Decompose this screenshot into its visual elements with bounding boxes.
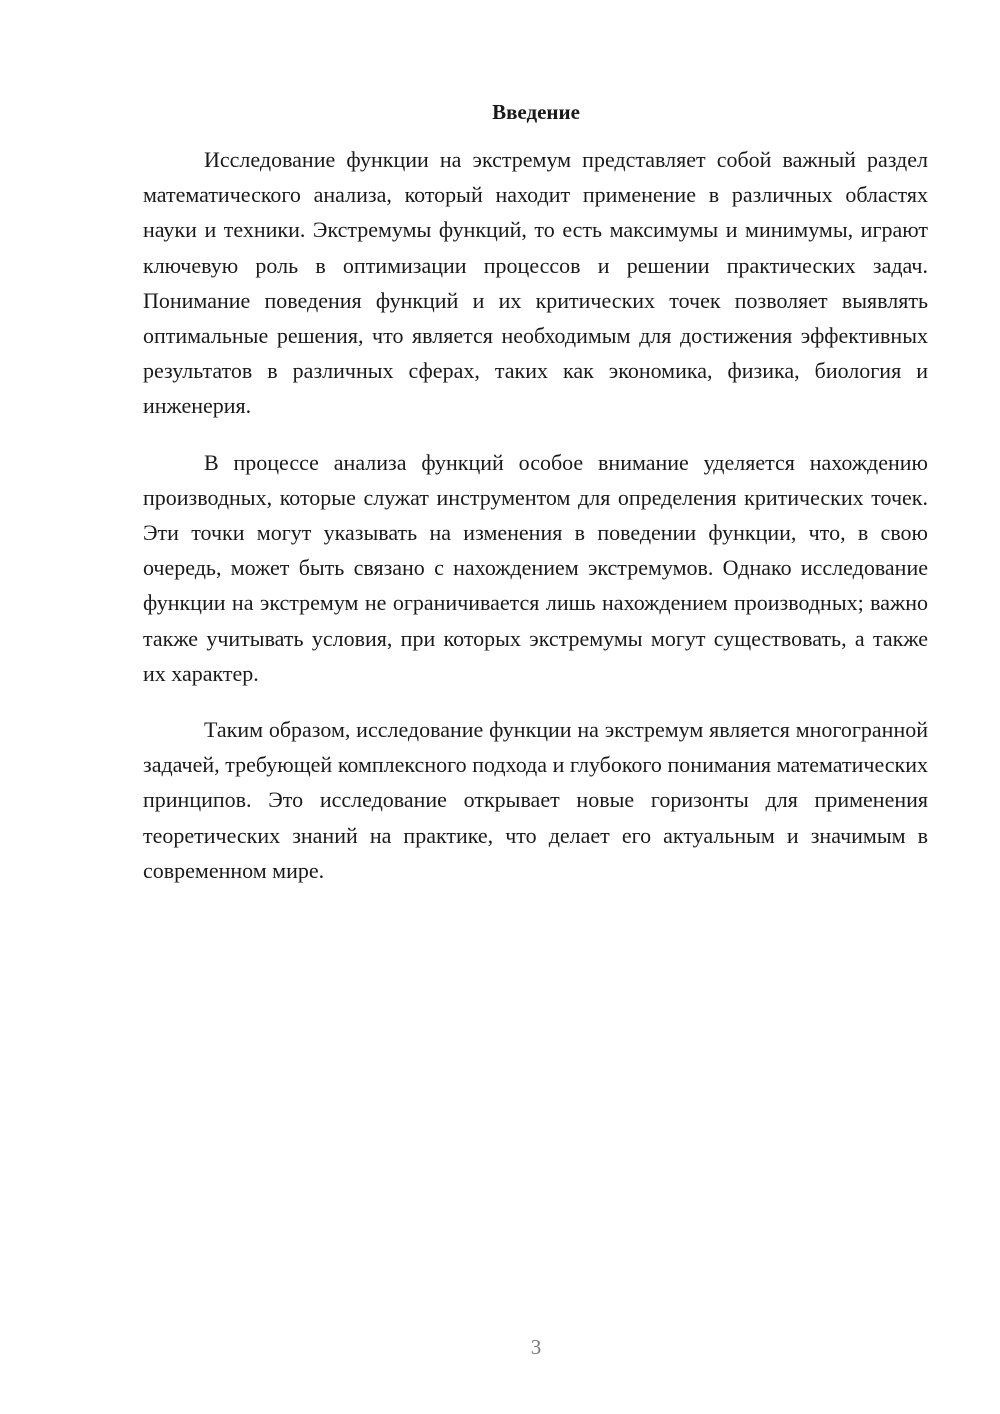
body-text	[143, 142, 928, 909]
paragraph: В процессе анализа функций особое внимание уделяется нахождению производных, которые служат инструментом для определения критических точек. Эти точки могут указывать на изменения в поведении функции, что, в свою очередь, может быть связано с нахождением экстремумов. Однако исследование функции на экстремум не ограничивается лишь нахождением производных; важно также учитывать условия, при которых экстремумы могут существовать, а также их характер.	[143, 449, 928, 686]
paragraph: Таким образом, исследование функции на экстремум является многогранной задачей, требующей комплексного подхода и глубокого понимания математических принципов. Это исследование открывает новые горизонты для применения теоретических знаний на практике, что делает его актуальным и значимым в современном мире.	[143, 717, 928, 883]
paragraph: Исследование функции на экстремум представляет собой важный раздел математического анализа, который находит применение в различных областях науки и техники. Экстремумы функций, то есть максимумы и минимумы, играют ключевую роль в оптимизации процессов и решении практических задач. Понимание поведения функций и их критических точек позволяет выявлять оптимальные решения, что является необходимым для достижения эффективных результатов в различных сферах, таких как экономика, физика, биология и инженерия.	[143, 147, 928, 419]
page-number: 3	[530, 1335, 542, 1359]
section-title: Введение	[492, 100, 580, 124]
